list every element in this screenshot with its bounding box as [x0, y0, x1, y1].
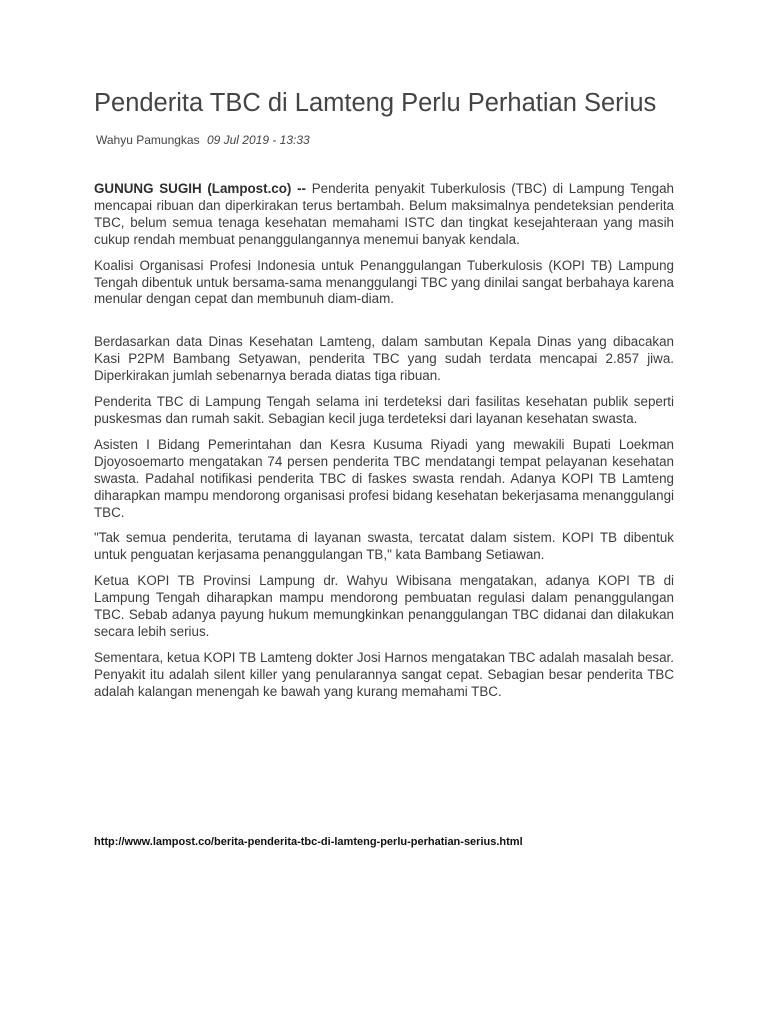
paragraph-1 [94, 181, 674, 249]
paragraph-4: Penderita TBC di Lampung Tengah selama ini terdeteksi dari fasilitas kesehatan publik seperti puskesmas dan rumah sakit. Sebagian kecil juga terdeteksi dari layanan kesehatan swasta. [94, 394, 674, 426]
paragraph-8: Sementara, ketua KOPI TB Lamteng dokter Josi Harnos mengatakan TBC adalah masalah besar. Penyakit itu adalah silent killer yang penularannya sangat cepat. Sebagian besar penderita TBC adalah kalangan menengah ke bawah yang kurang memahami TBC. [94, 649, 674, 699]
source-url[interactable]: http://www.lampost.co/berita-penderita-tbc-di-lamteng-perlu-perhatian-serius.html [94, 836, 523, 848]
paragraph-2: Koalisi Organisasi Profesi Indonesia untuk Penanggulangan Tuberkulosis (KOPI TB) Lampung Tengah dibentuk untuk bersama-sama menanggulangi TBC yang dinilai sangat berbahaya karena menular dengan cepat dan membunuh diam-diam. [94, 257, 674, 307]
paragraph-1-text: Penderita penyakit Tuberkulosis (TBC) di Lampung Tengah mencapai ribuan dan diperkirakan terus bertambah. Belum maksimalnya pendeteksian penderita TBC, belum semua tenaga kesehatan memahami ISTC dan tingkat kesejahteraan yang masih cukup rendah membuat penanggulangannya menemui banyak kendala. [94, 181, 674, 247]
article-meta [96, 132, 674, 148]
publish-date: 09 Jul 2019 - 13:33 [206, 133, 310, 147]
article [94, 88, 674, 710]
dateline: GUNUNG SUGIH (Lampost.co) -- [94, 181, 307, 196]
author-name: Wahyu Pamungkas [96, 133, 200, 147]
paragraph-5: Asisten I Bidang Pemerintahan dan Kesra Kusuma Riyadi yang mewakili Bupati Loekman Djoyosoemarto mengatakan 74 persen penderita TBC mendatangi tempat pelayanan kesehatan swasta. Padahal notifikasi penderita TBC di faskes swasta rendah. Adanya KOPI TB Lamteng diharapkan mampu mendorong organisasi profesi bidang kesehatan bekerjasama menanggulangi TBC. [94, 436, 674, 520]
paragraph-3: Berdasarkan data Dinas Kesehatan Lamteng, dalam sambutan Kepala Dinas yang dibacakan Kasi P2PM Bambang Setyawan, penderita TBC yang sudah terdata mencapai 2.857 jiwa. Diperkirakan jumlah sebenarnya berada diatas tiga ribuan. [94, 334, 674, 384]
paragraph-7: Ketua KOPI TB Provinsi Lampung dr. Wahyu Wibisana mengatakan, adanya KOPI TB di Lampung Tengah diharapkan mampu mendorong pembuatan regulasi dalam penanggulangan TBC. Sebab adanya payung hukum memungkinkan penanggulangan TBC didanai dan dilakukan secara lebih serius. [94, 573, 674, 639]
article-title: Penderita TBC di Lamteng Perlu Perhatian Serius [94, 89, 657, 117]
article-body [94, 181, 674, 701]
paragraph-6: "Tak semua penderita, terutama di layanan swasta, tercatat dalam sistem. KOPI TB dibentuk untuk penguatan kerjasama penanggulangan TB," kata Bambang Setiawan. [94, 530, 674, 563]
